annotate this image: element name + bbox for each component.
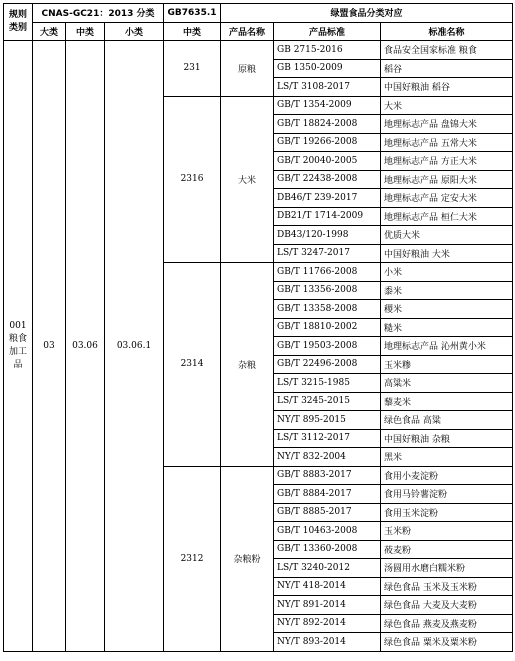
cnas-header: CNAS-GC21：2013 分类 [33,4,164,23]
standard-code-cell: NY/T 895-2015 [274,411,381,430]
standard-name-cell: 中国好粮油 稻谷 [381,78,513,97]
gb-middle-header: 中类 [164,22,221,41]
gb-code-cell: 231 [164,41,221,97]
major-header: 大类 [33,22,66,41]
standard-code-cell: GB/T 18810-2002 [274,318,381,337]
standard-code-cell: GB/T 20040-2005 [274,152,381,171]
table-row [4,41,513,60]
standard-name-cell: 地理标志产品 定安大米 [381,189,513,208]
standard-code-cell: GB/T 13356-2008 [274,281,381,300]
standard-name-cell: 绿色食品 高粱 [381,411,513,430]
standard-code-cell: NY/T 891-2014 [274,596,381,615]
standard-code-cell: GB/T 13360-2008 [274,540,381,559]
standard-code-cell: LS/T 3245-2015 [274,392,381,411]
product-name-cell: 杂粮 [221,263,274,467]
standard-name-cell: 地理标志产品 五常大米 [381,133,513,152]
standard-name-cell: 食用马铃薯淀粉 [381,485,513,504]
middle-header: 中类 [66,22,105,41]
header-row-2 [4,22,513,41]
standard-name-cell: 莜麦粉 [381,540,513,559]
standard-name-cell: 黑米 [381,448,513,467]
standard-name-cell: 大米 [381,96,513,115]
standard-name-cell: 优质大米 [381,226,513,245]
product-name-header: 产品名称 [221,22,274,41]
standard-code-cell: GB/T 1354-2009 [274,96,381,115]
standard-code-cell: GB/T 8884-2017 [274,485,381,504]
standard-name-cell: 地理标志产品 沁州黄小米 [381,337,513,356]
standard-code-cell: DB46/T 239-2017 [274,189,381,208]
standard-code-cell: LS/T 3240-2012 [274,559,381,578]
standard-code-cell: NY/T 892-2014 [274,614,381,633]
standard-name-cell: 糙米 [381,318,513,337]
standard-name-cell: 藜麦米 [381,392,513,411]
major-cell: 03 [33,41,66,652]
rule-category-cell: 001粮食加工品 [4,41,33,652]
standard-code-cell: GB 2715-2016 [274,41,381,60]
standard-name-cell: 食品安全国家标准 粮食 [381,41,513,60]
food-classification-table [3,3,513,652]
middle-cell: 03.06 [66,41,105,652]
standard-name-cell: 地理标志产品 方正大米 [381,152,513,171]
standard-name-header: 标准名称 [381,22,513,41]
standard-name-cell: 绿色食品 燕麦及燕麦粉 [381,614,513,633]
standard-name-cell: 稻谷 [381,59,513,78]
green-header: 绿盟食品分类对应 [221,4,513,23]
standard-code-cell: GB/T 11766-2008 [274,263,381,282]
standard-name-cell: 小米 [381,263,513,282]
standard-code-cell: GB/T 19503-2008 [274,337,381,356]
minor-header: 小类 [105,22,164,41]
standard-name-cell: 食用玉米淀粉 [381,503,513,522]
gb-header: GB7635.1 [164,4,221,23]
standard-code-cell: NY/T 832-2004 [274,448,381,467]
standard-code-cell: LS/T 3215-1985 [274,374,381,393]
standard-code-cell: GB/T 13358-2008 [274,300,381,319]
gb-code-cell: 2312 [164,466,221,651]
product-name-cell: 原粮 [221,41,274,97]
standard-code-cell: LS/T 3247-2017 [274,244,381,263]
standard-code-cell: LS/T 3112-2017 [274,429,381,448]
product-standard-header: 产品标准 [274,22,381,41]
standard-name-cell: 绿色食品 粟米及粟米粉 [381,633,513,652]
standard-code-cell: GB/T 8885-2017 [274,503,381,522]
minor-cell: 03.06.1 [105,41,164,652]
table-body [4,41,513,652]
standard-code-cell: DB21/T 1714-2009 [274,207,381,226]
standard-name-cell: 食用小麦淀粉 [381,466,513,485]
standard-code-cell: GB/T 10463-2008 [274,522,381,541]
standard-code-cell: GB/T 22438-2008 [274,170,381,189]
standard-code-cell: GB/T 22496-2008 [274,355,381,374]
standard-name-cell: 玉米粉 [381,522,513,541]
standard-name-cell: 地理标志产品 盘锦大米 [381,115,513,134]
standard-code-cell: GB 1350-2009 [274,59,381,78]
standard-code-cell: GB/T 8883-2017 [274,466,381,485]
product-name-cell: 大米 [221,96,274,263]
standard-code-cell: NY/T 418-2014 [274,577,381,596]
standard-name-cell: 中国好粮油 杂粮 [381,429,513,448]
product-name-cell: 杂粮粉 [221,466,274,651]
rule-category-header: 规则类别 [4,4,33,41]
gb-code-cell: 2314 [164,263,221,467]
standard-name-cell: 高粱米 [381,374,513,393]
standard-name-cell: 稷米 [381,300,513,319]
standard-name-cell: 绿色食品 大麦及大麦粉 [381,596,513,615]
standard-code-cell: NY/T 893-2014 [274,633,381,652]
standard-code-cell: DB43/120-1998 [274,226,381,245]
standard-name-cell: 汤圆用水磨白糯米粉 [381,559,513,578]
standard-code-cell: GB/T 18824-2008 [274,115,381,134]
standard-name-cell: 玉米糁 [381,355,513,374]
standard-name-cell: 地理标志产品 原阳大米 [381,170,513,189]
standard-name-cell: 黍米 [381,281,513,300]
gb-code-cell: 2316 [164,96,221,263]
standard-name-cell: 中国好粮油 大米 [381,244,513,263]
standard-code-cell: GB/T 19266-2008 [274,133,381,152]
standard-name-cell: 地理标志产品 桓仁大米 [381,207,513,226]
header-row-1 [4,4,513,23]
standard-code-cell: LS/T 3108-2017 [274,78,381,97]
standard-name-cell: 绿色食品 玉米及玉米粉 [381,577,513,596]
